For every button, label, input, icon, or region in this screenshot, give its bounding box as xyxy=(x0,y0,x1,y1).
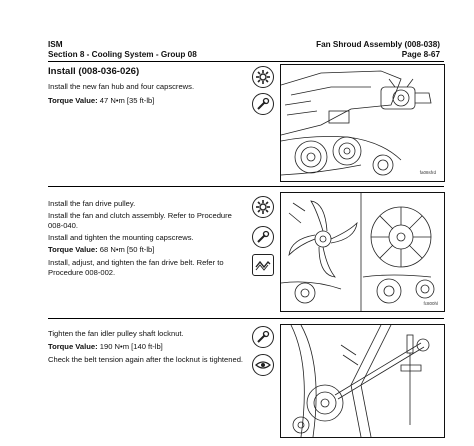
wrench-icon xyxy=(252,326,274,348)
step-text: Install and tighten the mounting capscrews. xyxy=(48,233,194,242)
step-divider xyxy=(48,186,444,187)
page-number: Page 8-67 xyxy=(401,50,440,59)
torque-line xyxy=(48,342,163,352)
section-label: Section 8 - Cooling System - Group 08 xyxy=(48,50,197,59)
step-text: Check the belt tension again after the locknut is tightened. xyxy=(48,355,244,364)
step-text: Install the fan drive pulley. xyxy=(48,199,136,208)
figure-id: fc800hl xyxy=(423,301,438,306)
step-text: Install the fan and clutch assembly. Refer to Procedure 008-040. xyxy=(48,211,232,230)
torque-label: Torque Value: xyxy=(48,342,98,351)
torque-label: Torque Value: xyxy=(48,96,98,105)
torque-line xyxy=(48,96,154,106)
step-text: Install, adjust, and tighten the fan drive belt. Refer to Procedure 008-002. xyxy=(48,258,224,277)
engine-label: ISM xyxy=(48,40,63,49)
torque-value: 68 N•m [50 ft-lb] xyxy=(99,245,155,254)
torque-value: 47 N•m [35 ft-lb] xyxy=(99,96,155,105)
header-rule xyxy=(48,61,444,62)
idler-pulley-illustration xyxy=(280,324,445,438)
step-text: Tighten the fan idler pulley shaft locknut. xyxy=(48,329,184,338)
wrench-icon xyxy=(252,93,274,115)
page-title: Fan Shroud Assembly (008-038) xyxy=(316,40,440,49)
gear-check-icon xyxy=(252,66,274,88)
wrench-icon xyxy=(252,226,274,248)
gear-check-icon xyxy=(252,196,274,218)
belt-icon xyxy=(252,254,274,276)
figure-id: fa08sfrd xyxy=(419,170,436,175)
torque-label: Torque Value: xyxy=(48,245,98,254)
fan-clutch-illustration xyxy=(280,192,445,312)
step-divider xyxy=(48,318,444,319)
step-text: Install the new fan hub and four capscrews. xyxy=(48,82,195,91)
torque-value: 190 N•m [140 ft-lb] xyxy=(99,342,163,351)
step-heading: Install (008-036-026) xyxy=(48,66,140,77)
fan-hub-illustration xyxy=(280,64,445,182)
torque-line xyxy=(48,245,154,255)
eye-icon xyxy=(252,354,274,376)
